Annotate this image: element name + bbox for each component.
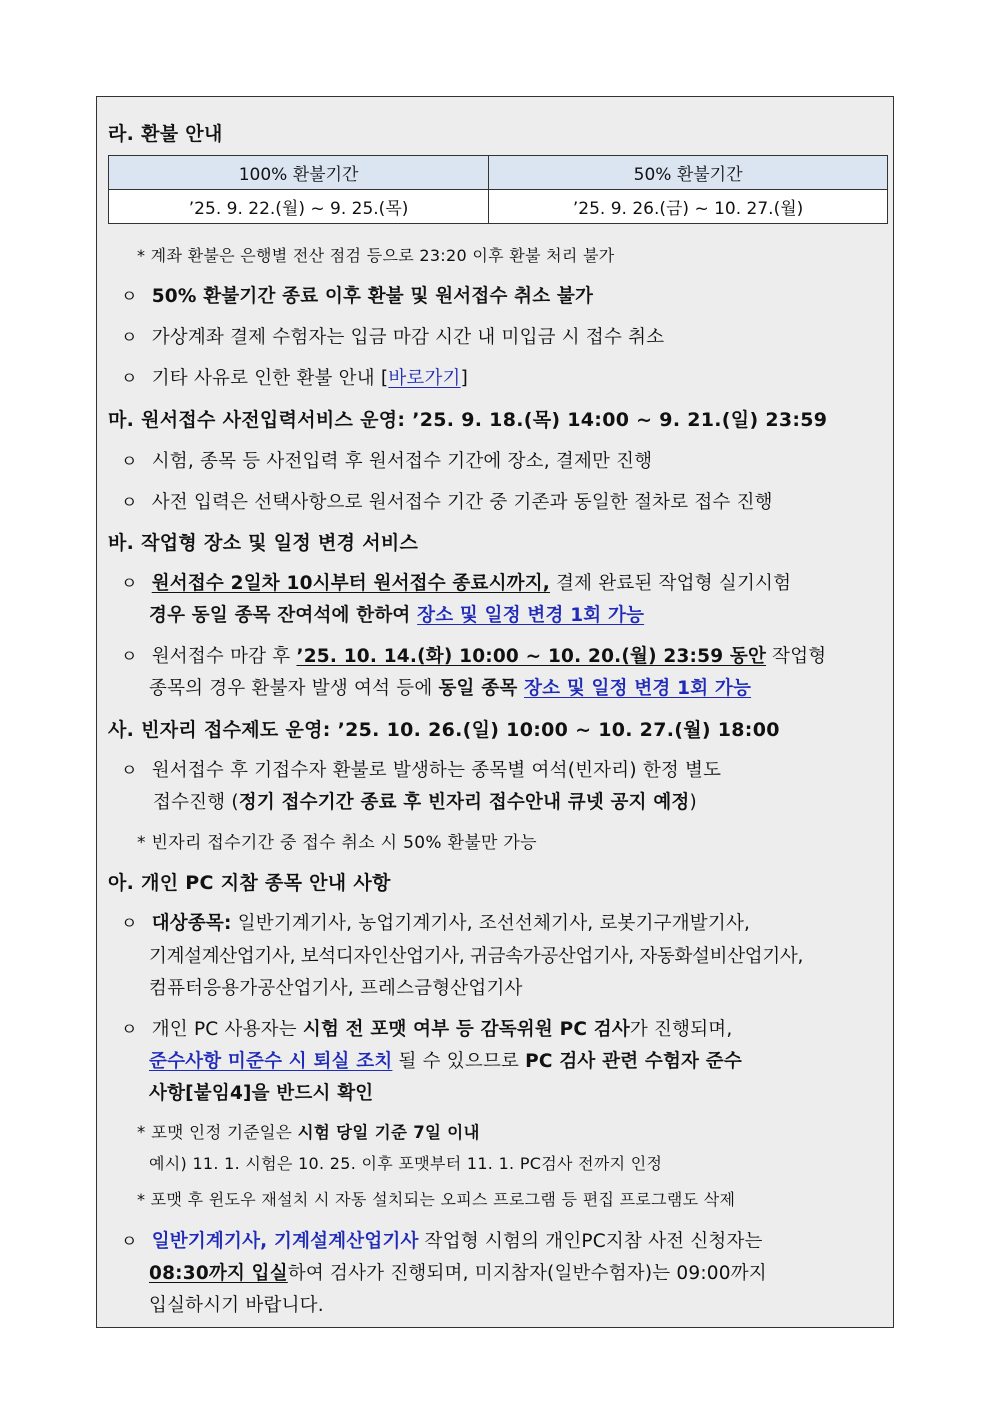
bullet-icon: ㅇ [121,287,138,307]
bullet-icon: ㅇ [121,1232,138,1252]
refund-bullet-2: ㅇ 가상계좌 결제 수험자는 입금 마감 시간 내 미입금 시 접수 취소 [121,327,665,348]
bullet-icon: ㅇ [121,647,138,667]
change-bullet-1-line-2: 경우 동일 종목 잔여석에 한하여 장소 및 일정 변경 1회 가능 [149,605,645,626]
change-bullet-2-line-2: 종목의 경우 환불자 발생 여석 등에 동일 종목 장소 및 일정 변경 1회 가능 [149,678,752,699]
table-cell-50-period: ’25. 9. 26.(금) ~ 10. 27.(월) [489,190,888,224]
format-note-example: 예시) 11. 1. 시험은 10. 25. 이후 포맷부터 11. 1. PC검사 전까지 인정 [149,1154,663,1173]
vacancy-bullet-line-1: ㅇ 원서접수 후 기접수자 환불로 발생하는 종목별 여석(빈자리) 한정 별도 [121,760,722,781]
table-header-100: 100% 환불기간 [109,156,489,190]
bullet-icon: ㅇ [121,574,138,594]
bullet-icon: ㅇ [121,369,138,389]
refund-bullet-1: ㅇ 50% 환불기간 종료 이후 환불 및 원서접수 취소 불가 [121,286,594,307]
refund-period-table [108,155,888,224]
bullet-icon: ㅇ [121,452,138,472]
pc-bullet-2-line-1: ㅇ 개인 PC 사용자는 시험 전 포맷 여부 등 감독위원 PC 검사가 진행되며, [121,1019,733,1040]
vacancy-note: * 빈자리 접수기간 중 접수 취소 시 50% 환불만 가능 [137,833,537,853]
change-bullet-2-line-1: ㅇ 원서접수 마감 후 ’25. 10. 14.(화) 10:00 ~ 10. 20.(월) 23:59 동안 작업형 [121,646,827,667]
pc-bullet-3-line-3: 입실하시기 바랍니다. [149,1295,324,1316]
table-header-50: 50% 환불기간 [489,156,888,190]
change-bullet-1-line-1: ㅇ 원서접수 2일차 10시부터 원서접수 종료시까지, 결제 완료된 작업형 실기시험 [121,573,792,594]
bullet-icon: ㅇ [121,761,138,781]
section-title-personal-pc: 아. 개인 PC 지참 종목 안내 사항 [108,872,391,894]
pc-bullet-3-line-2: 08:30까지 입실하여 검사가 진행되며, 미지참자(일반수험자)는 09:00까지 [149,1263,767,1284]
pc-bullet-1-line-1: ㅇ 대상종목: 일반기계기사, 농업기계기사, 조선선체기사, 로봇기구개발기사, [121,913,751,934]
format-note-2: * 포맷 후 윈도우 재설치 시 자동 설치되는 오피스 프로그램 등 편집 프로그램도 삭제 [137,1190,736,1209]
section-title-refund: 라. 환불 안내 [108,123,223,145]
section-title-change-service: 바. 작업형 장소 및 일정 변경 서비스 [108,532,419,554]
pc-bullet-3-line-1: ㅇ 일반기계기사, 기계설계산업기사 작업형 시험의 개인PC지참 사전 신청자는 [121,1231,763,1252]
bullet-icon: ㅇ [121,328,138,348]
bullet-icon: ㅇ [121,914,138,934]
preinput-bullet-1: ㅇ 시험, 종목 등 사전입력 후 원서접수 기간에 장소, 결제만 진행 [121,451,653,472]
bullet-icon: ㅇ [121,1020,138,1040]
table-cell-100-period: ’25. 9. 22.(월) ~ 9. 25.(목) [109,190,489,224]
section-title-vacancy: 사. 빈자리 접수제도 운영: ’25. 10. 26.(일) 10:00 ~ 10. 27.(월) 18:00 [108,719,780,741]
notice-box [96,96,894,1328]
shortcut-link[interactable]: 바로가기 [388,368,461,389]
pc-bullet-2-line-3: 사항[붙임4]을 반드시 확인 [149,1083,374,1104]
format-note-1: * 포맷 인정 기준일은 시험 당일 기준 7일 이내 [137,1123,480,1142]
pc-bullet-2-line-2: 준수사항 미준수 시 퇴실 조치 될 수 있으므로 PC 검사 관련 수험자 준수 [149,1051,742,1072]
bullet-icon: ㅇ [121,493,138,513]
preinput-bullet-2: ㅇ 사전 입력은 선택사항으로 원서접수 기간 중 기존과 동일한 절차로 접수 진행 [121,492,773,513]
section-title-preinput: 마. 원서접수 사전입력서비스 운영: ’25. 9. 18.(목) 14:00 ~ 9. 21.(일) 23:59 [108,409,828,431]
pc-bullet-1-line-2: 기계설계산업기사, 보석디자인산업기사, 귀금속가공산업기사, 자동화설비산업기사, [149,946,804,967]
vacancy-bullet-line-2: 접수진행 (정기 접수기간 종료 후 빈자리 접수안내 큐넷 공지 예정) [153,792,697,813]
refund-note: * 계좌 환불은 은행별 전산 점검 등으로 23:20 이후 환불 처리 불가 [137,246,615,265]
pc-bullet-1-line-3: 컴퓨터응용가공산업기사, 프레스금형산업기사 [149,978,523,999]
refund-bullet-3: ㅇ 기타 사유로 인한 환불 안내 [바로가기] [121,368,469,389]
